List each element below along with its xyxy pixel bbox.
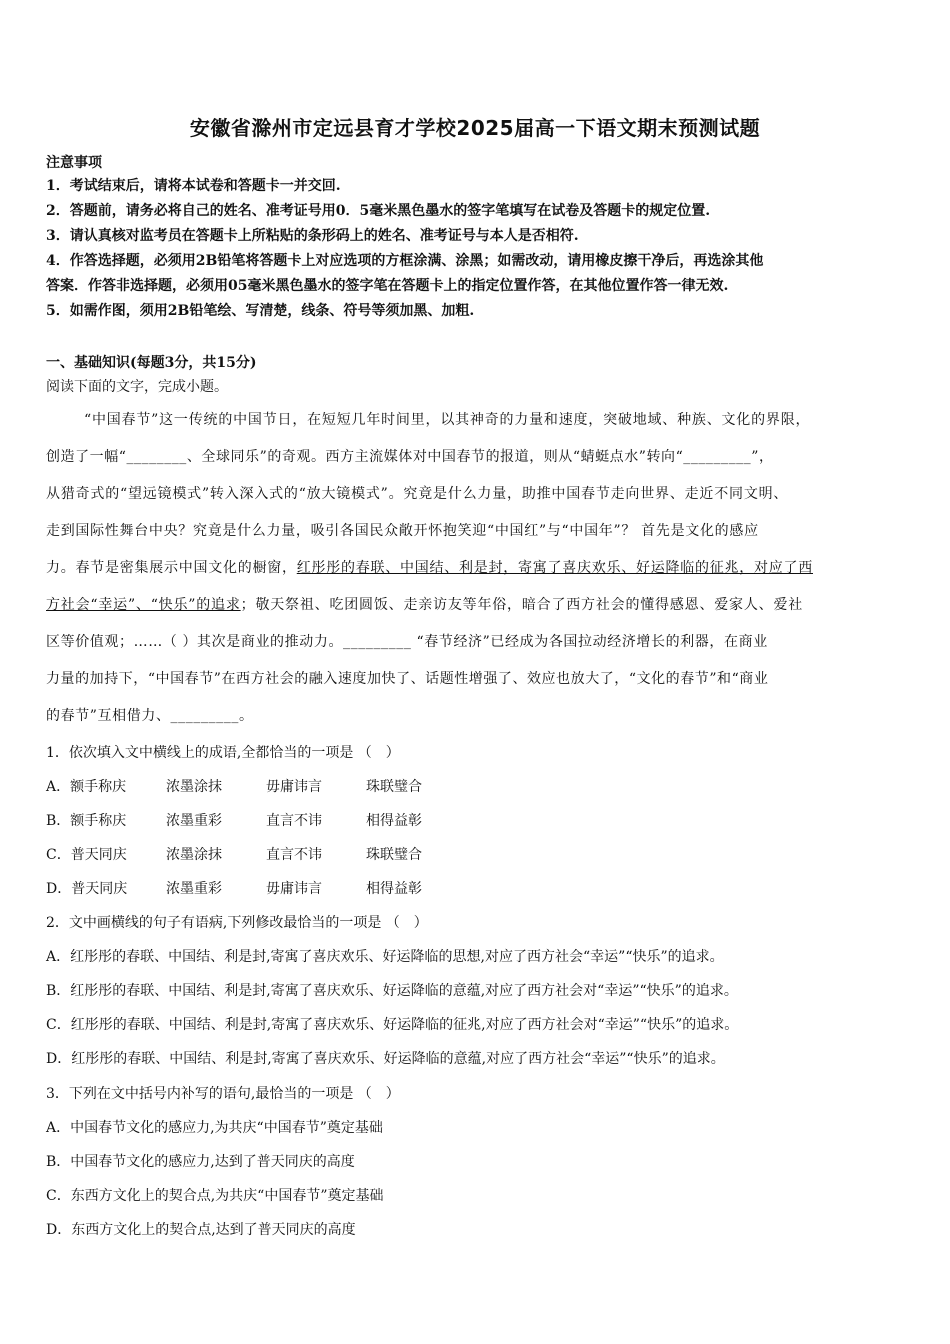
option-word: 相得益彰	[366, 881, 422, 897]
option-word: 相得益彰	[366, 813, 422, 829]
passage-line	[46, 550, 908, 587]
passage-line: 创造了一幅“________、全球同乐”的奇观。西方主流媒体对中国春节的报道，则从“蜻蜓点水”转向“_________”，	[46, 449, 774, 465]
option-word: 直言不讳	[266, 813, 322, 829]
option-word: 直言不讳	[266, 847, 322, 863]
passage-line: “中国春节”这一传统的中国节日，在短短几年时间里，以其神奇的力量和速度，突破地域、种族、文化的界限，	[84, 412, 811, 428]
notes-heading: 注意事项	[46, 155, 102, 171]
answer-option: C．红彤彤的春联、中国结、利是封,寄寓了喜庆欢乐、好运降临的征兆,对应了西方社会对“幸运”“快乐”的追求。	[46, 1017, 739, 1033]
passage-line: 区等价值观；……（ ）其次是商业的推动力。_________ “春节经济”已经成为各国拉动经济增长的利器，在商业	[46, 634, 768, 650]
option-word: 浓墨涂抹	[166, 847, 222, 863]
option-word: 珠联璧合	[366, 847, 422, 863]
note-item: 3．请认真核对监考员在答题卡上所粘贴的条形码上的姓名、准考证号与本人是否相符.	[46, 228, 579, 244]
question-stem: 2．文中画横线的句子有语病,下列修改最恰当的一项是 （ ）	[46, 915, 428, 931]
option-word: D．普天同庆	[46, 881, 128, 897]
option-word: B．额手称庆	[46, 813, 127, 829]
note-item: 1．考试结束后，请将本试卷和答题卡一并交回.	[46, 178, 341, 194]
option-word: 毋庸讳言	[266, 779, 322, 795]
answer-option: A．红彤彤的春联、中国结、利是封,寄寓了喜庆欢乐、好运降临的思想,对应了西方社会“幸运”“快乐”的追求。	[46, 949, 724, 965]
answer-option: D．东西方文化上的契合点,达到了普天同庆的高度	[46, 1222, 356, 1238]
reading-instruction: 阅读下面的文字，完成小题。	[46, 379, 228, 395]
underlined-sentence: 红彤彤的春联、中国结、利是封，寄寓了喜庆欢乐、好运降临的征兆，对应了西	[296, 560, 813, 576]
section-heading: 一、基础知识(每题3分，共15分)	[46, 355, 257, 371]
page-title: 安徽省滁州市定远县育才学校2025届高一下语文期末预测试题	[189, 116, 761, 140]
passage-text: 力。春节是密集展示中国文化的橱窗，	[46, 560, 297, 576]
note-item: 5．如需作图，须用2B铅笔绘、写清楚，线条、符号等须加黑、加粗.	[46, 303, 475, 319]
option-word: 浓墨重彩	[166, 813, 222, 829]
option-word: C．普天同庆	[46, 847, 127, 863]
answer-option: B．中国春节文化的感应力,达到了普天同庆的高度	[46, 1154, 355, 1170]
option-word: 毋庸讳言	[266, 881, 322, 897]
note-item: 答案．作答非选择题，必须用05毫米黑色墨水的签字笔在答题卡上的指定位置作答，在其他位置作答一律无效.	[46, 278, 729, 294]
note-item: 4．作答选择题，必须用2B铅笔将答题卡上对应选项的方框涂满、涂黑；如需改动，请用橡皮擦干净后，再选涂其他	[46, 253, 764, 269]
question-stem: 1．依次填入文中横线上的成语,全都恰当的一项是 （ ）	[46, 745, 400, 761]
question-stem: 3．下列在文中括号内补写的语句,最恰当的一项是 （ ）	[46, 1086, 400, 1102]
option-word: 珠联璧合	[366, 779, 422, 795]
passage-line: 的春节”互相借力、_________。	[46, 708, 254, 724]
answer-option	[46, 810, 422, 830]
passage-line	[46, 587, 908, 624]
option-word: A．额手称庆	[46, 779, 127, 795]
option-word: 浓墨重彩	[166, 881, 222, 897]
answer-option: D．红彤彤的春联、中国结、利是封,寄寓了喜庆欢乐、好运降临的意蕴,对应了西方社会“幸运”“快乐”的追求。	[46, 1051, 725, 1067]
answer-option	[46, 844, 422, 864]
option-word: 浓墨涂抹	[166, 779, 222, 795]
answer-option	[46, 776, 422, 796]
passage-line: 力量的加持下，“中国春节”在西方社会的融入速度加快了、话题性增强了、效应也放大了，“文化的春节”和“商业	[46, 671, 769, 687]
answer-option: C．东西方文化上的契合点,为共庆“中国春节”奠定基础	[46, 1188, 384, 1204]
answer-option	[46, 878, 422, 898]
answer-option: B．红彤彤的春联、中国结、利是封,寄寓了喜庆欢乐、好运降临的意蕴,对应了西方社会对“幸运”“快乐”的追求。	[46, 983, 738, 999]
underlined-sentence: 方社会“幸运”、“快乐”的追求	[46, 597, 241, 613]
note-item: 2．答题前，请务必将自己的姓名、准考证号用0．5毫米黑色墨水的签字笔填写在试卷及答题卡的规定位置.	[46, 203, 711, 219]
passage-text: ；敬天祭祖、吃团圆饭、走亲访友等年俗，暗合了西方社会的懂得感恩、爱家人、爱社	[240, 597, 804, 613]
answer-option: A．中国春节文化的感应力,为共庆“中国春节”奠定基础	[46, 1120, 383, 1136]
passage-line: 走到国际性舞台中央？究竟是什么力量，吸引各国民众敞开怀抱笑迎“中国红”与“中国年”？ 首先是文化的感应	[46, 523, 759, 539]
passage-line: 从猎奇式的“望远镜模式”转入深入式的“放大镜模式”。究竟是什么力量，助推中国春节走向世界、走近不同文明、	[46, 486, 789, 502]
